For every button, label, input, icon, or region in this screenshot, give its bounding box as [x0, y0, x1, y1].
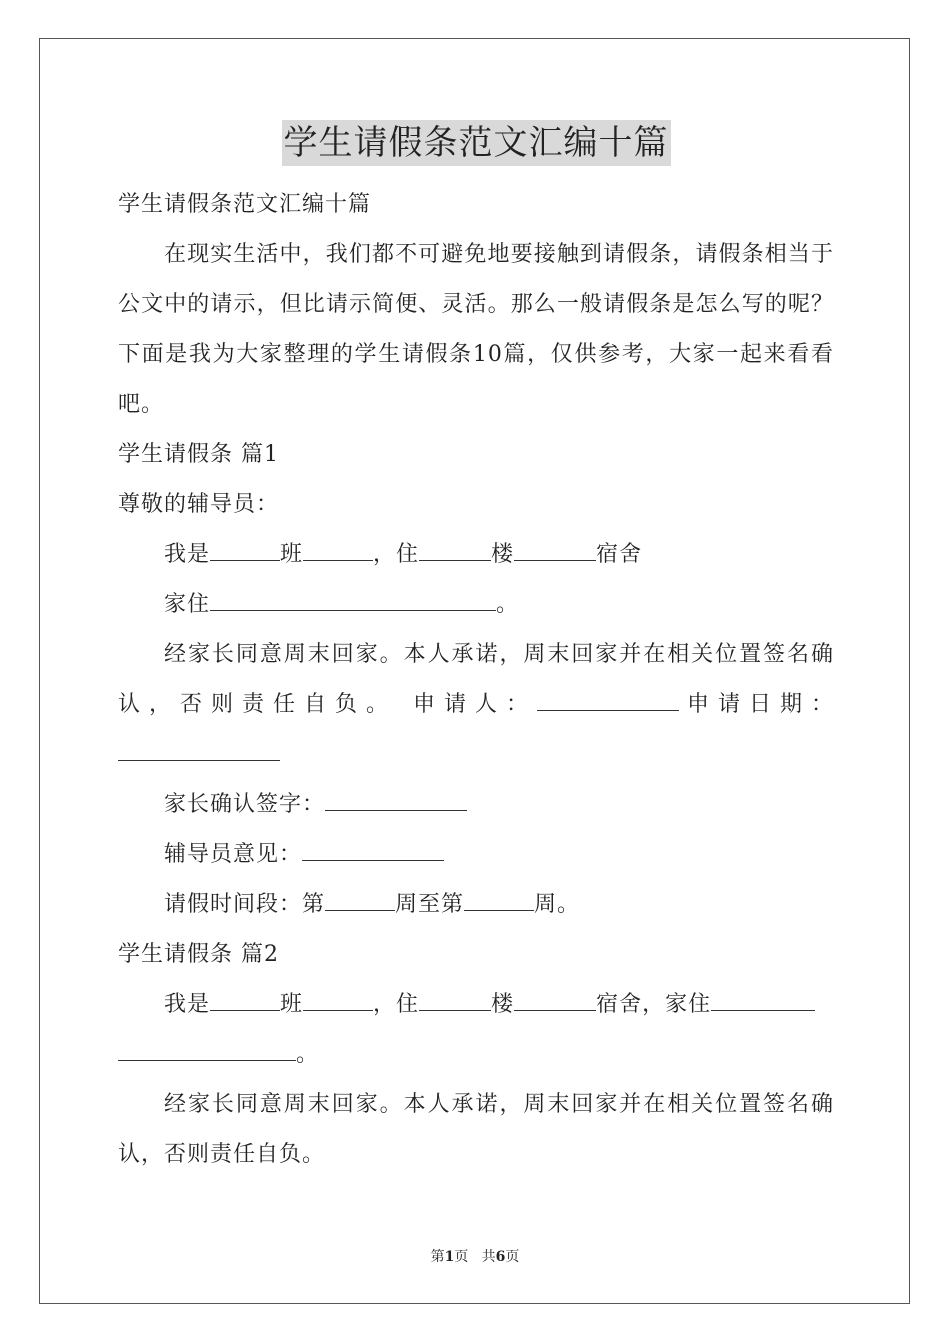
class-blank: [210, 542, 280, 561]
applicant-blank: [537, 692, 679, 711]
s2-text-period: 。: [296, 1042, 320, 1067]
address-blank: [210, 592, 496, 611]
section2-promise: 经家长同意周末回家。本人承诺，周末回家并在相关位置签名确认，否则责任自负。: [118, 1092, 834, 1167]
document-title: 学生请假条范文汇编十篇: [282, 120, 671, 166]
s2-blank-2: [303, 992, 373, 1011]
period-line: [118, 880, 834, 930]
subtitle: 学生请假条范文汇编十篇: [118, 192, 372, 217]
title-container: [118, 120, 834, 180]
counselor-line: [118, 830, 834, 880]
s2-text-zhu: ，住: [373, 992, 420, 1017]
week-end-blank: [464, 892, 534, 911]
text-jiazhu: 家住: [164, 592, 211, 617]
total-prefix: 共: [481, 1249, 496, 1265]
parent-sign-blank: [325, 792, 467, 811]
text-sushe: 宿舍: [596, 542, 643, 567]
s2-text-ban: 班: [280, 992, 304, 1017]
document-body: [118, 120, 834, 1180]
text-lou: 楼: [491, 542, 515, 567]
date-label: 申请日期：: [678, 692, 834, 717]
s2-dorm-blank: [514, 992, 596, 1011]
s2-text-lou: 楼: [491, 992, 515, 1017]
date-blank: [118, 742, 280, 761]
promise-text: 经家长同意周末回家。本人承诺，周末回家并在相关位置签名确认，否则责任自负。: [118, 642, 834, 717]
section1-promise: [118, 630, 834, 780]
s2-text-sushe-jiazhu: 宿舍，家住: [596, 992, 712, 1017]
blank-2: [303, 542, 373, 561]
section2-address-cont: [118, 1030, 834, 1080]
s2-building-blank: [419, 992, 491, 1011]
counselor-label: 辅导员意见：: [164, 842, 303, 867]
parent-sign-line: [118, 780, 834, 830]
salutation: 尊敬的辅导员：: [118, 492, 280, 517]
parent-sign-label: 家长确认签字：: [164, 792, 326, 817]
text-wo-shi: 我是: [164, 542, 211, 567]
dorm-blank: [514, 542, 596, 561]
text-ban: 班: [280, 542, 304, 567]
period-text-c: 周。: [534, 892, 581, 917]
page-suffix: 页: [454, 1249, 469, 1265]
page-footer: [0, 1246, 950, 1266]
s2-address-blank-2: [118, 1042, 296, 1061]
building-blank: [419, 542, 491, 561]
section1-dorm-line: [118, 530, 834, 580]
section1-home-line: [118, 580, 834, 630]
intro-paragraph: 在现实生活中，我们都不可避免地要接触到请假条，请假条相当于公文中的请示，但比请示简便、灵活。那么一般请假条是怎么写的呢？下面是我为大家整理的学生请假条10篇，仅供参考，大家一起来看看吧。: [118, 242, 834, 417]
period-text-a: 请假时间段：第: [164, 892, 326, 917]
period-text-b: 周至第: [395, 892, 465, 917]
section2-heading: 学生请假条 篇2: [118, 942, 279, 967]
s2-address-blank-1: [711, 992, 815, 1011]
text-period: 。: [496, 592, 520, 617]
section1-heading: 学生请假条 篇1: [118, 442, 279, 467]
text-zhu: ，住: [373, 542, 420, 567]
total-pages: 6: [495, 1249, 506, 1265]
week-start-blank: [325, 892, 395, 911]
counselor-blank: [302, 842, 444, 861]
page-number: 1: [444, 1249, 455, 1265]
applicant-label: 申请人：: [412, 692, 537, 717]
section2-dorm-line: [118, 980, 834, 1030]
page-prefix: 第: [430, 1249, 445, 1265]
total-suffix: 页: [505, 1249, 520, 1265]
s2-class-blank: [210, 992, 280, 1011]
s2-text-wo-shi: 我是: [164, 992, 211, 1017]
